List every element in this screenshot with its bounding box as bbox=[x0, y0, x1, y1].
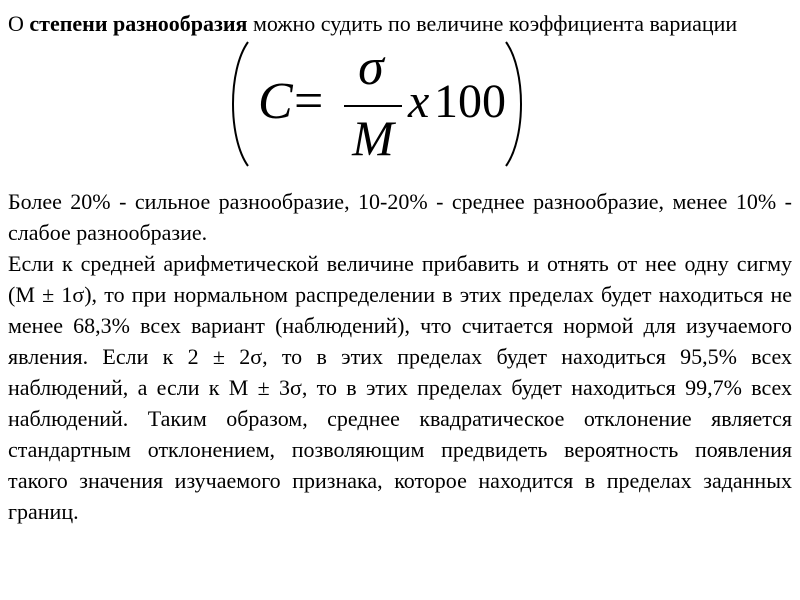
formula-numerator: σ bbox=[358, 39, 384, 96]
paragraph-sigma-rule: Если к средней арифметической величине прибавить и отнять от нее одну сигму (М ± 1σ), то при нормальном распределении в этих пределах будет находиться не менее 68,3% всех вариант (наблюдений), что считается нормой для изучаемого явления. Если к 2 ± 2σ, то в этих пределах будет находиться 95,5% всех наблюдений, а если к М ± 3σ, то в этих пределах будет находиться 99,7% всех наблюдений. Таким образом, среднее квадратическое отклонение является стандартным отклонением, позволяющим предвидеть вероятность появления такого значения изучаемого признака, которое находится в пределах заданных границ. bbox=[8, 251, 792, 524]
right-parenthesis bbox=[500, 40, 530, 168]
document-page bbox=[8, 8, 792, 527]
intro-rest: можно судить по величине коэффициента вариации bbox=[247, 11, 738, 36]
fraction-bar bbox=[344, 105, 402, 107]
intro-text bbox=[8, 8, 792, 39]
formula-times: x bbox=[408, 75, 430, 128]
formula-denominator: M bbox=[352, 110, 394, 166]
variation-coefficient-formula bbox=[8, 40, 792, 186]
intro-prefix: О bbox=[8, 11, 30, 36]
formula-equals: = bbox=[294, 73, 324, 130]
paragraph-ranges: Более 20% - сильное разнообразие, 10-20% - среднее разнообразие, менее 10% - слабое разнообразие. bbox=[8, 189, 792, 245]
formula-factor: 100 bbox=[434, 75, 506, 128]
left-parenthesis bbox=[224, 40, 254, 168]
intro-bold-term: степени разнообразия bbox=[29, 11, 248, 36]
formula-lhs: C bbox=[258, 73, 293, 130]
